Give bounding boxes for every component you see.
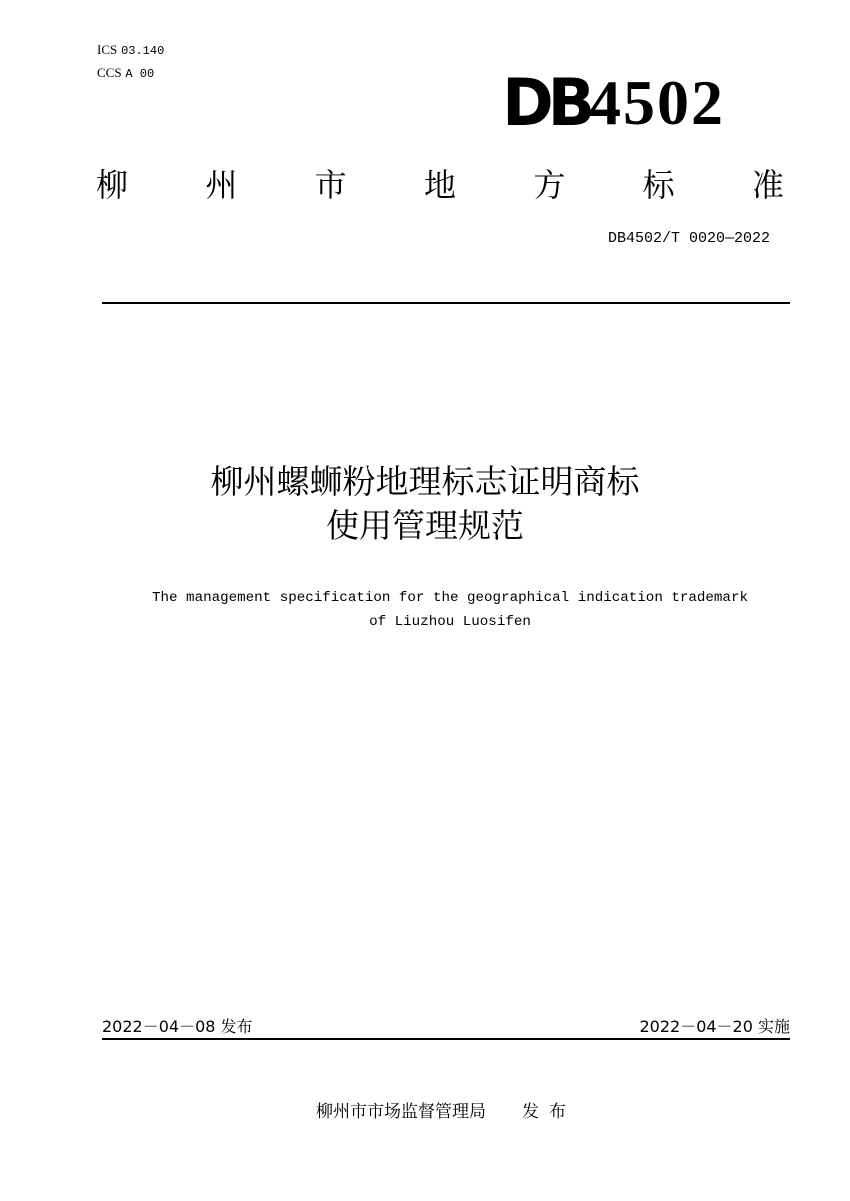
heading-char: 准 xyxy=(751,166,784,204)
bottom-divider xyxy=(102,1038,790,1040)
publisher-action: 发布 xyxy=(522,1102,576,1122)
implement-date: 2022－04－20 实施 xyxy=(639,1016,790,1036)
title-cn-line-1: 柳州螺蛳粉地理标志证明商标 xyxy=(210,462,640,501)
title-cn-line-2: 使用管理规范 xyxy=(326,506,524,545)
publisher-name: 柳州市市场监督管理局 xyxy=(316,1102,486,1122)
ics-label: ICS xyxy=(97,42,118,57)
ccs-code: A 00 xyxy=(125,67,155,81)
heading-char: 市 xyxy=(314,166,347,204)
heading-char: 州 xyxy=(205,166,238,204)
date-row xyxy=(102,1013,790,1037)
db-standard-code xyxy=(400,64,725,141)
heading-char: 标 xyxy=(642,166,675,204)
title-en-line-1: The management specification for the geographical indication trademark xyxy=(152,590,748,606)
issue-date: 2022－04－08 发布 xyxy=(102,1016,253,1036)
ics-classification xyxy=(97,43,164,58)
heading-char: 方 xyxy=(533,166,566,204)
ccs-classification xyxy=(97,66,154,81)
title-en-line-2: of Liuzhou Luosifen xyxy=(369,614,531,630)
title-english xyxy=(60,586,840,634)
standard-number: DB4502/T 0020—2022 xyxy=(607,230,770,247)
heading-char: 地 xyxy=(423,166,456,204)
ccs-label: CCS xyxy=(97,65,122,80)
local-standard-heading xyxy=(96,163,784,207)
db-number: 4502 xyxy=(589,67,725,138)
heading-char: 柳 xyxy=(96,166,129,204)
title-chinese xyxy=(60,460,790,548)
publisher-line xyxy=(102,1097,790,1122)
ics-code: 03.140 xyxy=(121,44,165,58)
db-letters: DB xyxy=(502,64,589,141)
top-divider xyxy=(102,302,790,304)
